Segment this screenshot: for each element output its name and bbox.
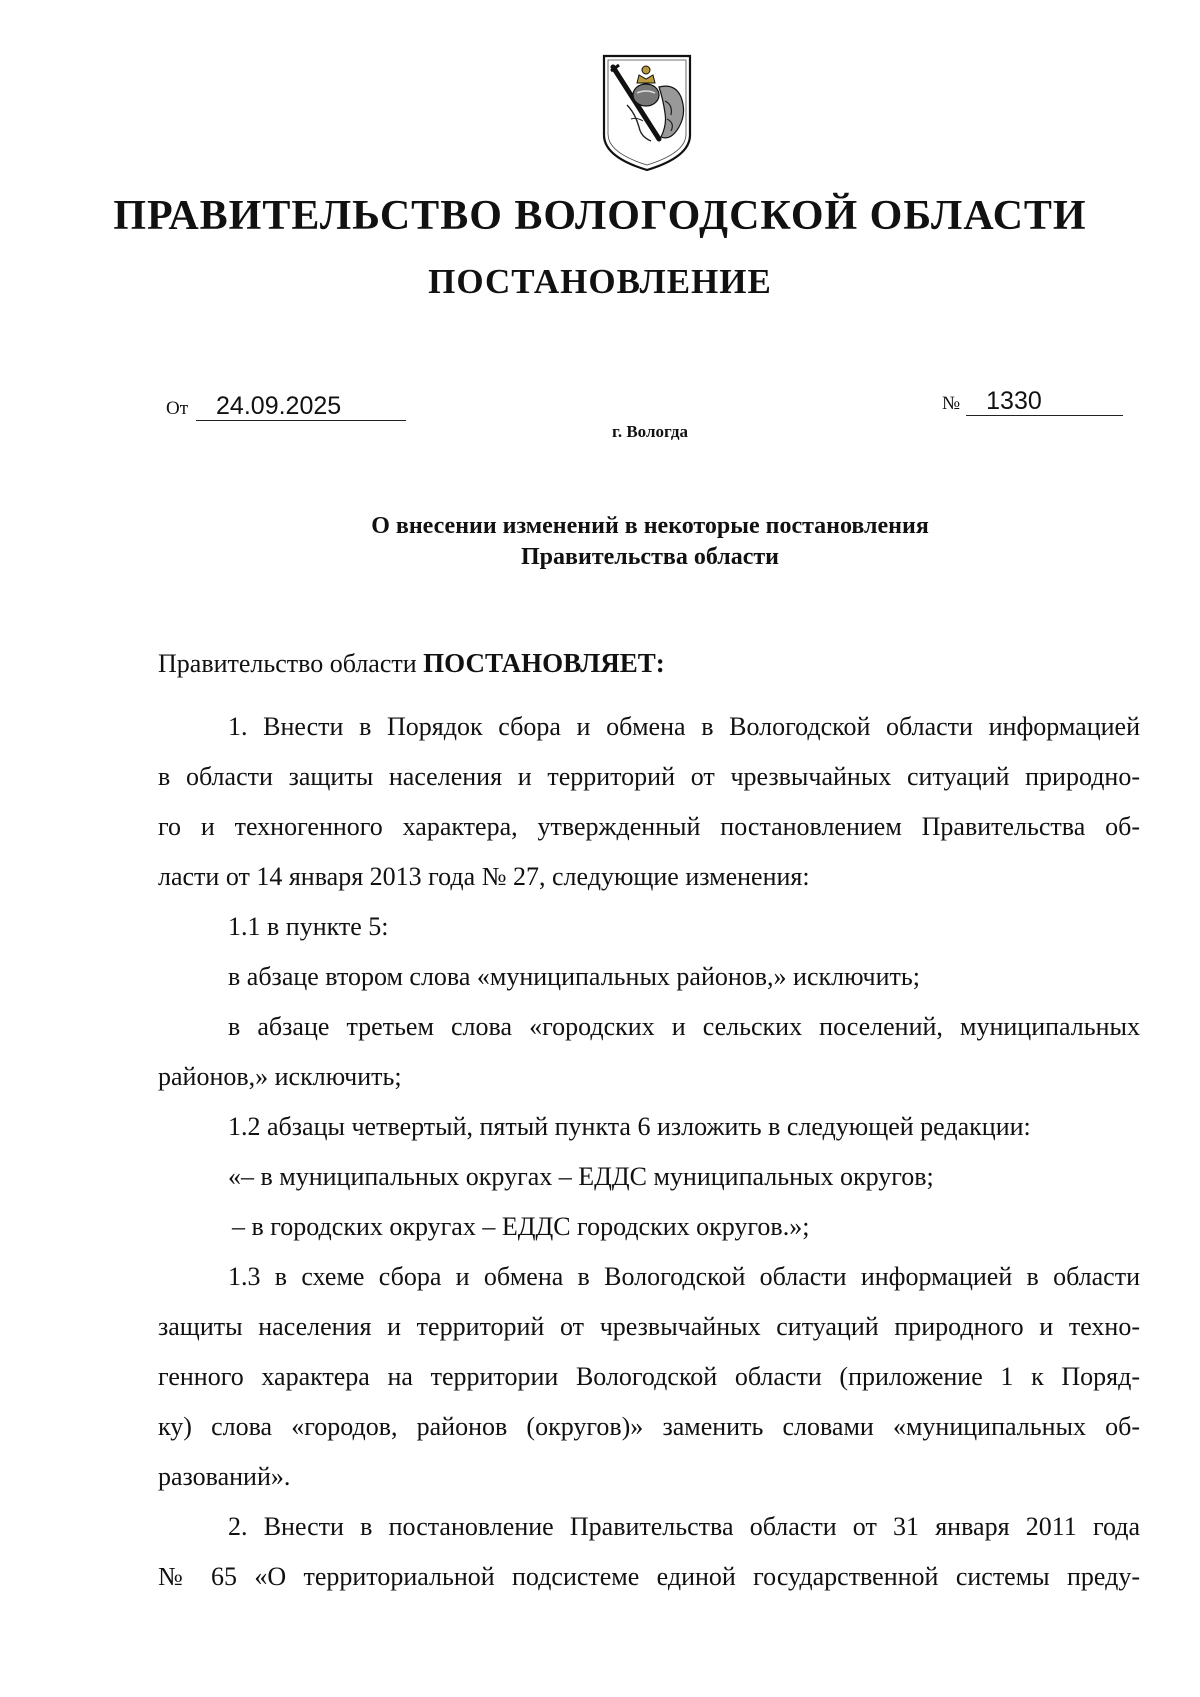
body-line: 1.3 в схеме сбора и обмена в Вологодской области информацией в области: [228, 1262, 1140, 1291]
subject-line-1: О внесении изменений в некоторые постановления: [371, 513, 929, 539]
body-line: 1. Внести в Порядок сбора и обмена в Вологодской области информацией: [228, 712, 1140, 741]
body-line: генного характера на территории Вологодской области (приложение 1 к Поряд-: [158, 1362, 1140, 1391]
number-block: [942, 387, 1123, 416]
body-line: ку) слова «городов, районов (округов)» заменить словами «муниципальных об-: [158, 1412, 1140, 1441]
subject-line-2: Правительства области: [521, 544, 779, 570]
body-line: 2. Внести в постановление Правительства области от 31 января 2011 года: [228, 1512, 1140, 1541]
body-line: – в городских округах – ЕДДС городских округов.»;: [232, 1212, 810, 1241]
body-line: го и техногенного характера, утвержденный постановлением Правительства об-: [158, 812, 1140, 841]
body-line: № 65 «О территориальной подсистеме единой государственной системы преду-: [158, 1562, 1140, 1591]
decree-word: ПОСТАНОВЛЯЕТ:: [423, 648, 665, 678]
body-line: в абзаце третьем слова «городских и сельских поселений, муниципальных: [228, 1012, 1140, 1041]
coat-of-arms-icon: [601, 53, 693, 173]
number-label: №: [942, 393, 961, 414]
intro-line: [158, 648, 665, 679]
body-line: районов,» исключить;: [158, 1062, 402, 1091]
date-label: От: [166, 398, 189, 419]
date-block: [166, 392, 406, 421]
body-line: защиты населения и территорий от чрезвычайных ситуаций природного и техно-: [158, 1312, 1140, 1341]
document-subject: [0, 511, 1200, 573]
body-line: в области защиты населения и территорий от чрезвычайных ситуаций природно-: [158, 762, 1140, 791]
org-title: ПРАВИТЕЛЬСТВО ВОЛОГОДСКОЙ ОБЛАСТИ: [113, 193, 1087, 239]
body-line: разований».: [158, 1462, 291, 1491]
number-value: 1330: [966, 387, 1123, 416]
body-line: ласти от 14 января 2013 года № 27, следующие изменения:: [158, 862, 810, 891]
city: г. Вологда: [612, 422, 688, 441]
document-type: ПОСТАНОВЛЕНИЕ: [428, 262, 772, 301]
date-value: 24.09.2025: [196, 392, 406, 421]
body-line: 1.2 абзацы четвертый, пятый пункта 6 изложить в следующей редакции:: [228, 1112, 1031, 1141]
body-line: в абзаце втором слова «муниципальных районов,» исключить;: [228, 962, 920, 991]
body-line: «– в муниципальных округах – ЕДДС муниципальных округов;: [228, 1162, 934, 1191]
intro-text: Правительство области: [158, 649, 417, 678]
body-line: 1.1 в пункте 5:: [228, 912, 389, 941]
